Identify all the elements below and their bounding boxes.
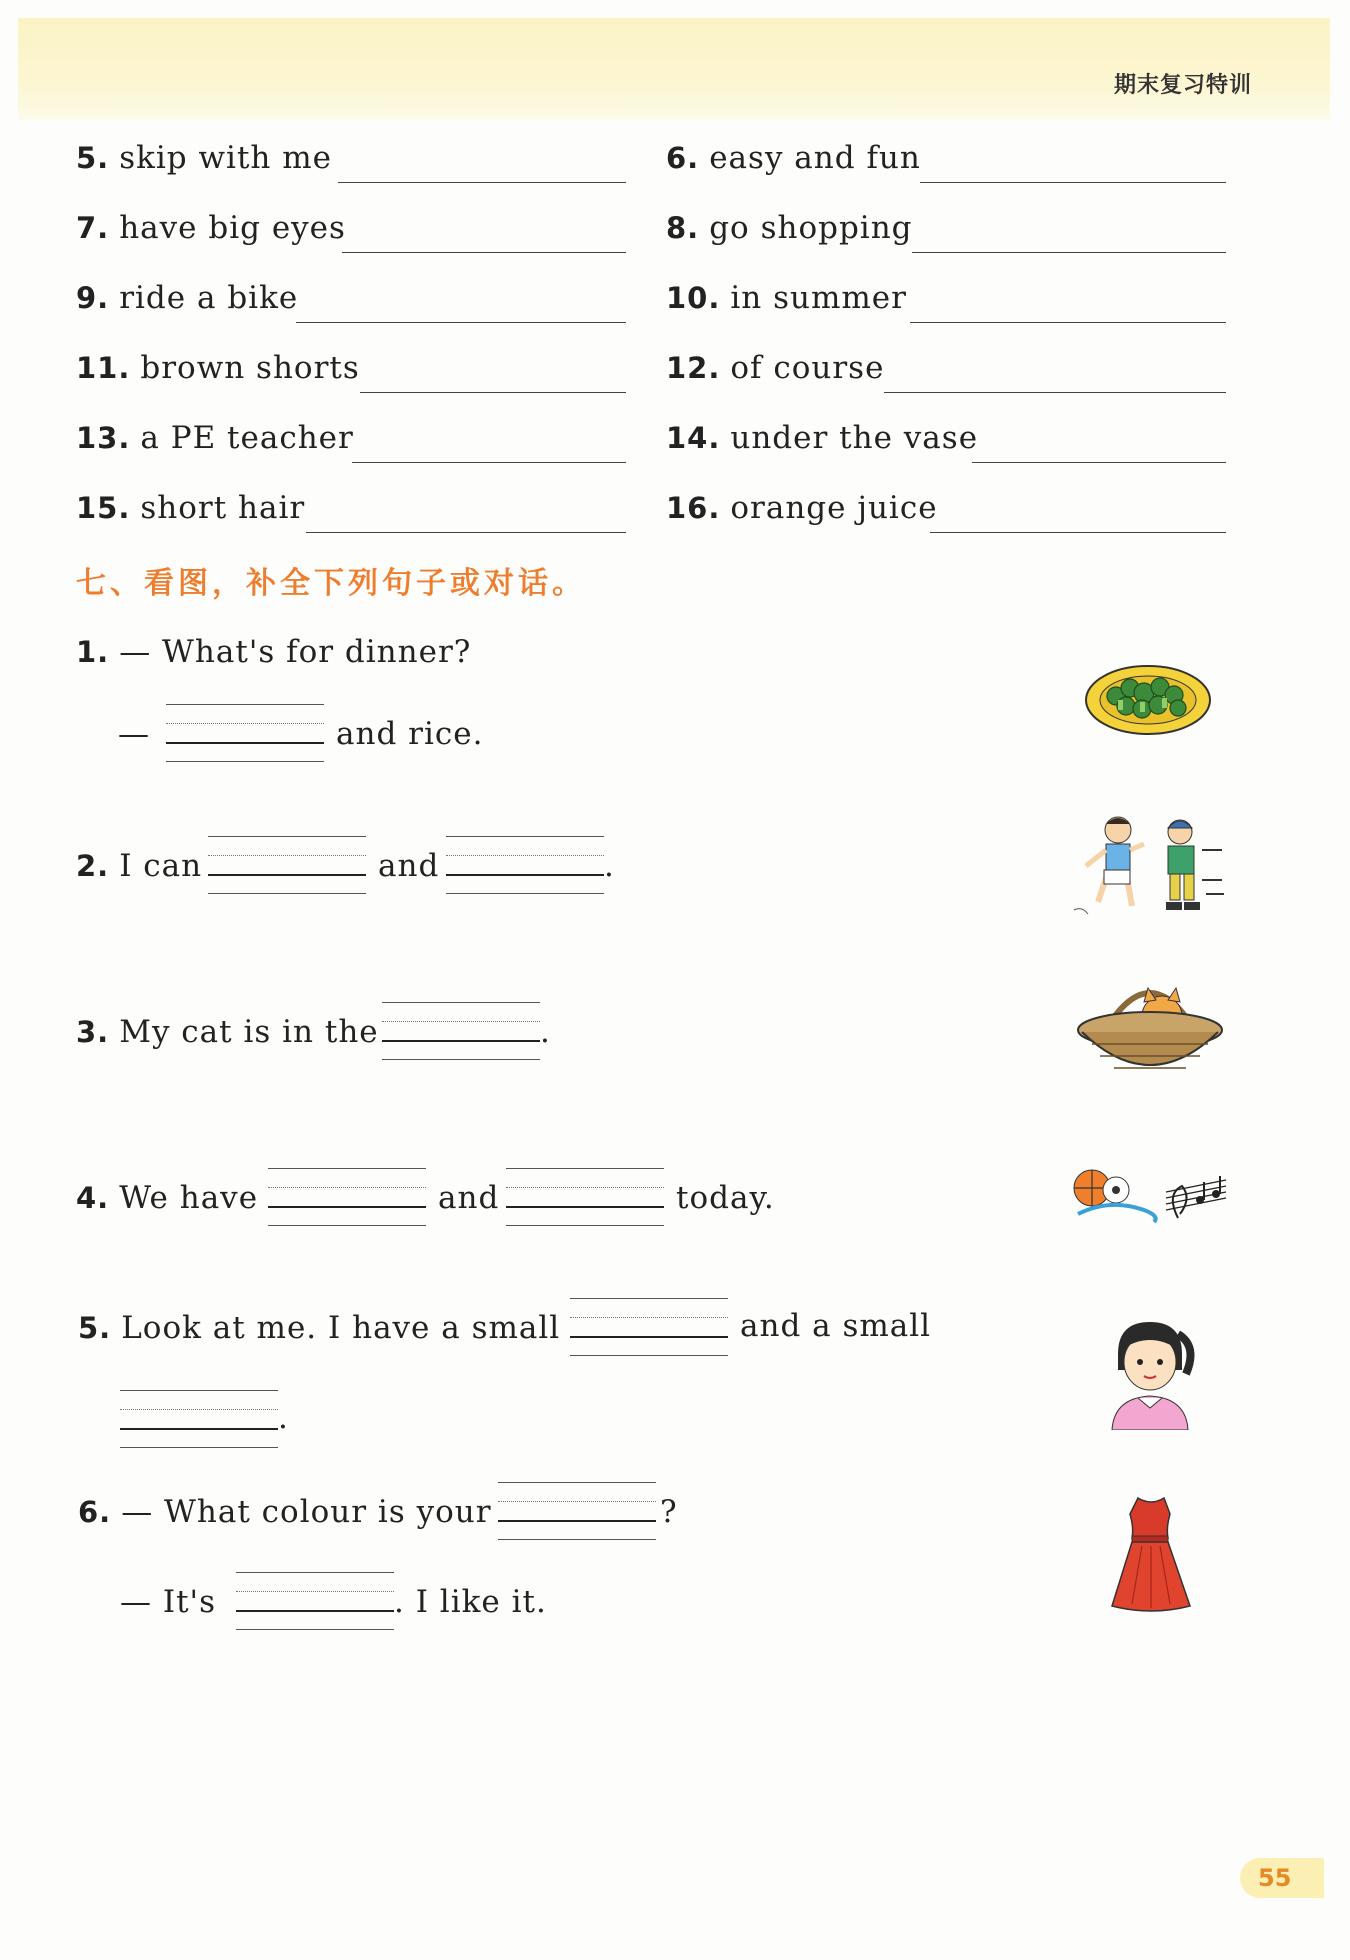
q3-end: .: [540, 1014, 551, 1050]
answer-line[interactable]: [296, 322, 626, 323]
girl-image: [1106, 1318, 1196, 1434]
q1-dash: —: [118, 716, 150, 752]
q6-blank-1[interactable]: [498, 1482, 656, 1540]
q3-blank[interactable]: [382, 1002, 540, 1060]
q4-start: 4. We have: [76, 1180, 259, 1216]
vocab-item-11: 11. brown shorts: [76, 350, 360, 386]
broccoli-plate-image: [1082, 660, 1214, 742]
q2-blank-1[interactable]: [208, 836, 366, 894]
vocab-item-14: 14. under the vase: [666, 420, 979, 456]
cat-in-basket-image: [1072, 974, 1228, 1088]
answer-line[interactable]: [920, 182, 1226, 183]
vocab-item-9: 9. ride a bike: [76, 280, 299, 316]
dress-image: [1108, 1494, 1194, 1618]
answer-line[interactable]: [884, 392, 1226, 393]
answer-line[interactable]: [972, 462, 1226, 463]
q2-end: .: [604, 848, 615, 884]
vocab-item-15: 15. short hair: [76, 490, 306, 526]
q2-start: 2. I can: [76, 848, 203, 884]
vocab-item-10: 10. in summer: [666, 280, 907, 316]
section-title: 七、看图，补全下列句子或对话。: [76, 566, 586, 601]
header-title: 期末复习特训: [1113, 73, 1252, 98]
q4-end: today.: [676, 1180, 775, 1216]
sports-and-music-image: [1070, 1164, 1230, 1232]
page-number: 55: [1240, 1858, 1324, 1898]
answer-line[interactable]: [338, 182, 626, 183]
q5-start: 5. Look at me. I have a small: [78, 1310, 561, 1346]
vocab-item-16: 16. orange juice: [666, 490, 938, 526]
q2-mid: and: [378, 848, 440, 884]
q3-start: 3. My cat is in the: [76, 1014, 379, 1050]
q6-qmark: ?: [660, 1494, 678, 1530]
vocab-item-12: 12. of course: [666, 350, 885, 386]
q4-blank-2[interactable]: [506, 1168, 664, 1226]
q6-end: . I like it.: [394, 1584, 547, 1620]
q5-mid: and a small: [740, 1308, 932, 1344]
answer-line[interactable]: [352, 462, 626, 463]
q4-blank-1[interactable]: [268, 1168, 426, 1226]
answer-line[interactable]: [930, 532, 1226, 533]
answer-line[interactable]: [912, 252, 1226, 253]
vocab-item-8: 8. go shopping: [666, 210, 913, 246]
vocab-item-6: 6. easy and fun: [666, 140, 921, 176]
vocab-item-5: 5. skip with me: [76, 140, 332, 176]
q5-blank-1[interactable]: [570, 1298, 728, 1356]
q1-tail: and rice.: [336, 716, 484, 752]
vocab-item-7: 7. have big eyes: [76, 210, 346, 246]
q6-start: 6. — What colour is your: [78, 1494, 492, 1530]
q4-mid: and: [438, 1180, 500, 1216]
q2-blank-2[interactable]: [446, 836, 604, 894]
q1-blank[interactable]: [166, 704, 324, 762]
answer-line[interactable]: [342, 252, 626, 253]
q5-blank-2[interactable]: [120, 1390, 278, 1448]
running-and-skating-image: [1068, 810, 1228, 928]
answer-line[interactable]: [306, 532, 626, 533]
q5-end: .: [278, 1400, 289, 1436]
q6-blank-2[interactable]: [236, 1572, 394, 1630]
q6-dash: — It's: [120, 1584, 216, 1620]
answer-line[interactable]: [360, 392, 626, 393]
answer-line[interactable]: [910, 322, 1226, 323]
q1-prompt: 1. — What's for dinner?: [76, 634, 472, 670]
vocab-item-13: 13. a PE teacher: [76, 420, 354, 456]
